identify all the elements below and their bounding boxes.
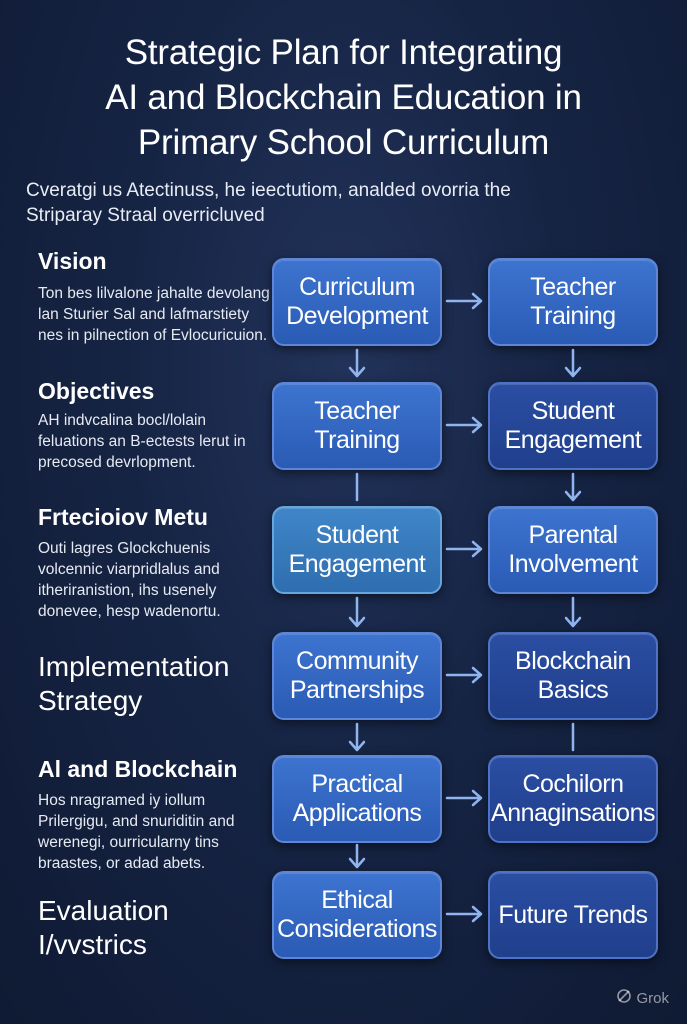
flow-box-student-engagement [272,506,442,594]
title-line: Strategic Plan for Integrating [124,33,563,72]
subtitle-line: Striparay Straal overricluved [26,205,265,226]
flow-box-practical-applications [272,755,442,843]
arrow-down-icon [347,596,367,630]
title-line: AI and Blockchain Education in [105,78,582,117]
flow-box-student-engagement-right [488,382,658,470]
flow-box-blockchain-basics [488,632,658,720]
section-body-ai-blockchain: Hos nragramed iy iollum Prilergigu, and snuriditin and werenegi, ourricularny tins braastes, or adad abets. [38,792,235,872]
flow-box-label: Community Partnerships [289,647,425,704]
flow-box-label: Teacher Training [530,273,616,330]
flow-box-label: Teacher Training [314,397,400,454]
title-line: Primary School Curriculum [137,123,550,162]
arrow-down-icon [347,472,367,504]
grok-watermark [616,988,669,1008]
section-body-third: Outi lagres Glockchuenis volcennic viarpridlalus and itheriranistion, ihs usenely donevee, hesp wadenortu. [38,540,221,620]
flow-box-label: Curriculum Development [286,273,428,330]
page-title [0,30,687,165]
grok-logo-icon [616,988,632,1008]
flow-box-ethical-considerations [272,871,442,959]
arrow-down-icon [347,348,367,380]
flow-box-parental-involvement [488,506,658,594]
arrow-down-icon [563,472,583,504]
section-body-objectives: AH indvcalina bocl/lolain feluations an B-ectests lerut in precosed devrlopment. [38,412,246,471]
flow-box-teacher-training [272,382,442,470]
arrow-right-icon [445,291,485,311]
watermark-text: Grok [636,989,669,1007]
section-body-vision: Ton bes lilvalone jahalte devolang lan Sturier Sal and lafmarstiety nes in pilnection of Evlocuricuion. [38,285,270,344]
arrow-right-icon [445,788,485,808]
flow-box-community-partnerships [272,632,442,720]
section-heading-objectives: Objectives [38,378,155,404]
arrow-down-icon [563,596,583,630]
arrow-right-icon [445,904,485,924]
flow-box-curriculum-development [272,258,442,346]
flow-box-label: Student Engagement [288,521,426,578]
flow-box-future-trends [488,871,658,959]
flow-box-right-5 [488,755,658,843]
arrow-down-icon [563,722,583,754]
section-heading-implementation: Implementation Strategy [38,651,230,716]
flow-box-label: Parental Involvement [508,521,638,578]
flow-box-label: Blockchain Basics [515,647,631,704]
arrow-down-icon [563,348,583,380]
flow-box-label: Student Engagement [504,397,642,454]
flow-box-teacher-training-right [488,258,658,346]
flow-box-label: Cochilorn Annaginsations [491,770,655,827]
arrow-right-icon [445,539,485,559]
subtitle-line: Cveratgi us Atectinuss, he ieectutiom, analded ovorria the [26,180,511,201]
flow-box-label: Ethical Considerations [277,886,437,943]
flow-box-label: Future Trends [498,900,648,929]
flow-box-label: Practical Applications [292,770,422,827]
arrow-right-icon [445,665,485,685]
arrow-right-icon [445,415,485,435]
section-heading-evaluation: Evaluation I/vvstrics [38,895,169,960]
section-heading-third: Frtecioiov Metu [38,504,208,530]
arrow-down-icon [347,843,367,871]
arrow-down-icon [347,722,367,754]
section-heading-ai-blockchain: Al and Blockchain [38,756,238,782]
subtitle [26,178,666,228]
section-heading-vision: Vision [38,248,107,274]
